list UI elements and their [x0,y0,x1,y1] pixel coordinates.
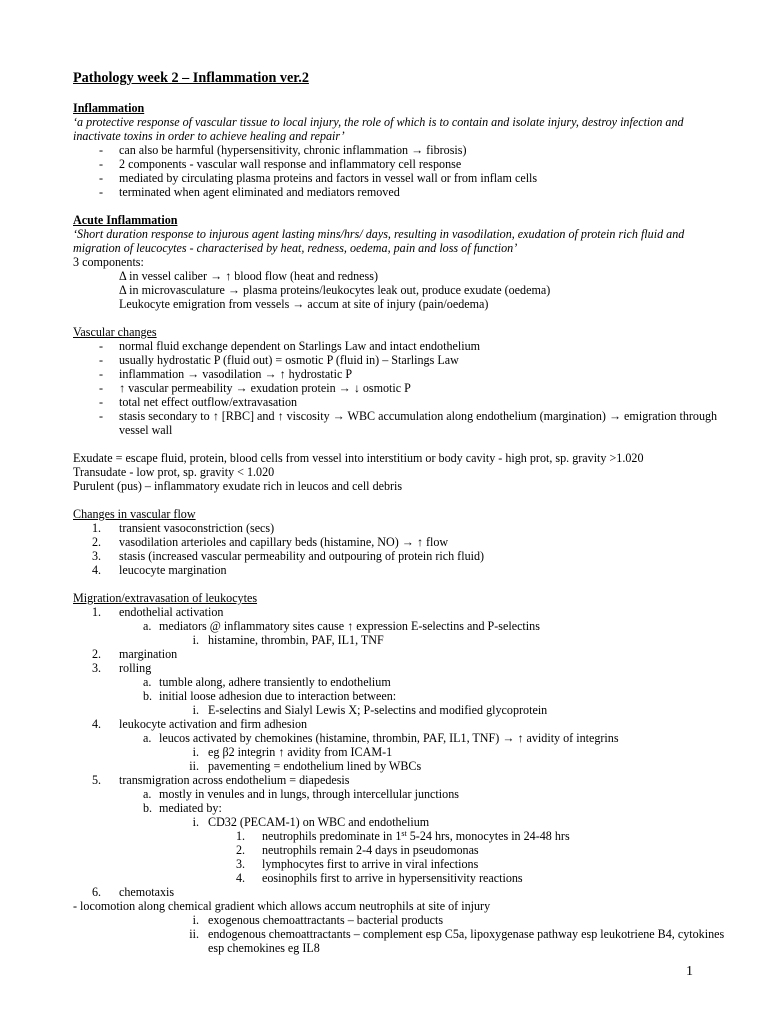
exudate-definition: Exudate = escape fluid, protein, blood cells from vessel into interstitium or body cavity - high prot, sp. gravity >1.020 [73,451,644,465]
list-item: 1. neutrophils predominate in 1st 5-24 hrs, monocytes in 24-48 hrs [236,829,570,843]
list-item: ii. pavementing = endothelium lined by WBCs [189,759,422,773]
list-item: b. initial loose adhesion due to interaction between: [143,689,397,703]
list-item: Δ in microvasculature → plasma proteins/leukocytes leak out, produce exudate (oedema) [119,283,551,297]
inflammation-heading: Inflammation [73,101,145,115]
inflammation-definition: ‘a protective response of vascular tissue to local injury, the role of which is to contain and isolate injury, destroy infection and inactivate toxins in order to achieve healing and repair’ [73,115,684,143]
list-item: 3. rolling [92,661,152,675]
list-item: i. eg β2 integrin ↑ avidity from ICAM-1 [192,745,393,759]
list-item: - can also be harmful (hypersensitivity, chronic inflammation → fibrosis) [99,143,467,157]
list-item: 6. chemotaxis [92,885,175,899]
list-item: a. leucos activated by chemokines (histamine, thrombin, PAF, IL1, TNF) → ↑ avidity of integrins [143,731,619,745]
list-item: 5. transmigration across endothelium = diapedesis [92,773,350,787]
list-item: 3. lymphocytes first to arrive in viral infections [236,857,479,871]
list-item: - mediated by circulating plasma proteins and factors in vessel wall or from inflam cells [99,171,538,185]
list-item: 2. vasodilation arterioles and capillary beds (histamine, NO) → ↑ flow [92,535,449,549]
list-item: Δ in vessel caliber → ↑ blood flow (heat and redness) [119,269,378,283]
list-item: Leukocyte emigration from vessels → accum at site of injury (pain/oedema) [119,297,489,311]
list-item: - normal fluid exchange dependent on Starlings Law and intact endothelium [99,339,481,353]
purulent-definition: Purulent (pus) – inflammatory exudate rich in leucos and cell debris [73,479,403,493]
list-item: 1. endothelial activation [92,605,224,619]
list-item: 1. transient vasoconstriction (secs) [92,521,275,535]
transudate-definition: Transudate - low prot, sp. gravity < 1.020 [73,465,275,479]
list-item: a. mostly in venules and in lungs, through intercellular junctions [143,787,459,801]
list-item: i. histamine, thrombin, PAF, IL1, TNF [192,633,384,647]
list-item: i. exogenous chemoattractants – bacterial products [192,913,444,927]
list-item: - ↑ vascular permeability → exudation protein → ↓ osmotic P [99,381,411,395]
list-item: - 2 components - vascular wall response and inflammatory cell response [99,157,462,171]
components-label: 3 components: [73,255,144,269]
list-item: - inflammation → vasodilation → ↑ hydrostatic P [99,367,353,381]
vascular-changes-heading: Vascular changes [73,325,157,339]
page-number: 1 [686,964,693,979]
list-item: - total net effect outflow/extravasation [99,395,298,409]
list-item: - stasis secondary to ↑ [RBC] and ↑ viscosity → WBC accumulation along endothelium (margination) → emigration through vessel wall [99,409,718,437]
acute-inflammation-definition: ‘Short duration response to injurous agent lasting mins/hrs/ days, resulting in vasodilation, exudation of protein rich fluid and migration of leucocytes - characterised by heat, redness, oedema, pain and loss of function’ [73,227,685,255]
list-item: a. tumble along, adhere transiently to endothelium [143,675,391,689]
list-item: b. mediated by: [143,801,222,815]
list-item: 4. leukocyte activation and firm adhesion [92,717,308,731]
acute-inflammation-heading: Acute Inflammation [73,213,178,227]
chemotaxis-description: - locomotion along chemical gradient which allows accum neutrophils at site of injury [73,899,491,913]
document-title: Pathology week 2 – Inflammation ver.2 [73,70,309,86]
migration-heading: Migration/extravasation of leukocytes [73,591,258,605]
list-item: - usually hydrostatic P (fluid out) = osmotic P (fluid in) – Starlings Law [99,353,459,367]
list-item: a. mediators @ inflammatory sites cause ↑ expression E-selectins and P-selectins [143,619,540,633]
list-item: 2. margination [92,647,178,661]
vascular-flow-heading: Changes in vascular flow [73,507,196,521]
list-item: 4. eosinophils first to arrive in hypersensitivity reactions [236,871,523,885]
list-item: - terminated when agent eliminated and mediators removed [99,185,400,199]
list-item: ii. endogenous chemoattractants – complement esp C5a, lipoxygenase pathway esp leukotriene B4, cytokines esp chemokines eg IL8 [189,927,725,955]
list-item: i. CD32 (PECAM-1) on WBC and endothelium [192,815,430,829]
list-item: 4. leucocyte margination [92,563,227,577]
list-item: 3. stasis (increased vascular permeability and outpouring of protein rich fluid) [92,549,485,563]
list-item: i. E-selectins and Sialyl Lewis X; P-selectins and modified glycoprotein [192,703,548,717]
list-item: 2. neutrophils remain 2-4 days in pseudomonas [236,843,479,857]
